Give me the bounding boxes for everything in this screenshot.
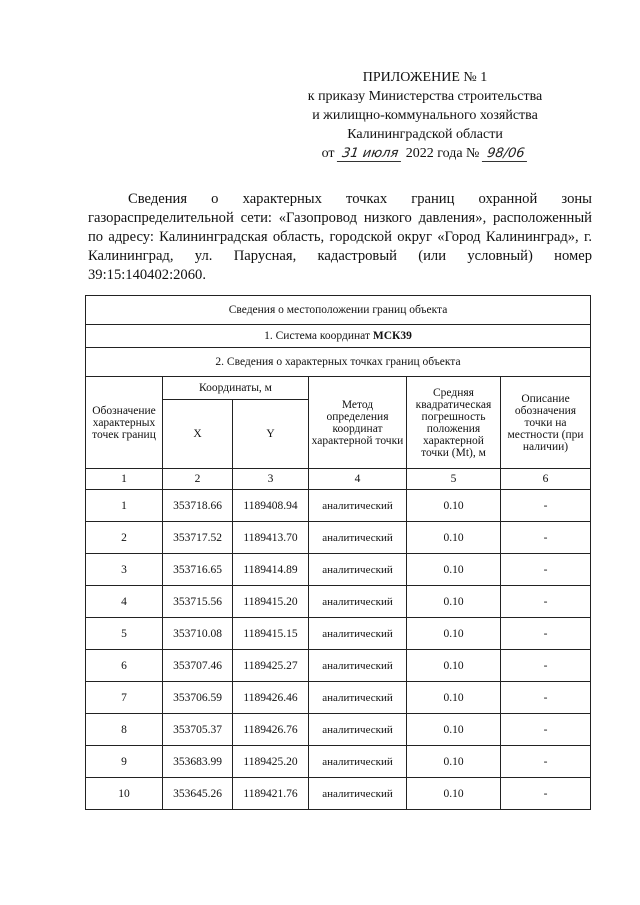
column-number-row	[86, 469, 591, 490]
boundary-points-table	[85, 295, 591, 810]
column-number: 2	[163, 469, 233, 490]
table-row	[86, 778, 591, 810]
method-cell: аналитический	[309, 618, 407, 650]
error-cell: 0.10	[407, 650, 501, 682]
x-coordinate-cell: 353717.52	[163, 522, 233, 554]
y-coordinate-cell: 1189426.46	[233, 682, 309, 714]
point-number-cell: 2	[86, 522, 163, 554]
description-cell: -	[501, 778, 591, 810]
table-row	[86, 714, 591, 746]
method-cell: аналитический	[309, 650, 407, 682]
order-date-line	[280, 144, 570, 163]
column-number: 4	[309, 469, 407, 490]
y-coordinate-cell: 1189426.76	[233, 714, 309, 746]
method-cell: аналитический	[309, 490, 407, 522]
x-coordinate-cell: 353715.56	[163, 586, 233, 618]
order-line-1: к приказу Министерства строительства	[307, 89, 543, 104]
method-cell: аналитический	[309, 778, 407, 810]
date-year: 2022 года №	[405, 146, 480, 161]
description-cell: -	[501, 586, 591, 618]
y-coordinate-cell: 1189421.76	[233, 778, 309, 810]
y-coordinate-cell: 1189413.70	[233, 522, 309, 554]
handwritten-number: 98/06	[482, 146, 530, 162]
table-subtitle: 2. Сведения о характерных точках границ объекта	[86, 348, 591, 377]
method-cell: аналитический	[309, 586, 407, 618]
table-title: Сведения о местоположении границ объекта	[86, 296, 591, 325]
header-y: Y	[233, 400, 309, 469]
table-row	[86, 554, 591, 586]
x-coordinate-cell: 353716.65	[163, 554, 233, 586]
x-coordinate-cell: 353718.66	[163, 490, 233, 522]
point-number-cell: 1	[86, 490, 163, 522]
description-cell: -	[501, 650, 591, 682]
column-number: 6	[501, 469, 591, 490]
y-coordinate-cell: 1189414.89	[233, 554, 309, 586]
description-cell: -	[501, 554, 591, 586]
table-row	[86, 522, 591, 554]
point-number-cell: 5	[86, 618, 163, 650]
error-cell: 0.10	[407, 746, 501, 778]
appendix-title: ПРИЛОЖЕНИЕ № 1	[362, 70, 488, 85]
table-body	[86, 490, 591, 810]
point-number-cell: 10	[86, 778, 163, 810]
intro-paragraph: Сведения о характерных точках границ охранной зоны газораспределительной сети: «Газопровод низкого давления», расположенный по адресу: Калининградская область, городской округ «Город Калининград», г. Калининград, ул. Парусная, кадастровый (или условный) номер 39:15:140402:2060.	[88, 191, 592, 283]
table-row	[86, 746, 591, 778]
description-cell: -	[501, 746, 591, 778]
column-number: 5	[407, 469, 501, 490]
description-cell: -	[501, 618, 591, 650]
table-row	[86, 586, 591, 618]
method-cell: аналитический	[309, 522, 407, 554]
error-cell: 0.10	[407, 586, 501, 618]
header-coordinates: Координаты, м	[163, 377, 309, 400]
point-number-cell: 7	[86, 682, 163, 714]
error-cell: 0.10	[407, 490, 501, 522]
date-prefix: от	[321, 146, 335, 161]
column-number: 1	[86, 469, 163, 490]
point-number-cell: 6	[86, 650, 163, 682]
header-error: Средняя квадратическая погрешность положения характерной точки (Mt), м	[407, 377, 501, 469]
header-designation: Обозначение характерных точек границ	[86, 377, 163, 469]
header-method: Метод определения координат характерной точки	[309, 377, 407, 469]
table-row	[86, 682, 591, 714]
description-cell: -	[501, 682, 591, 714]
error-cell: 0.10	[407, 714, 501, 746]
point-number-cell: 9	[86, 746, 163, 778]
x-coordinate-cell: 353706.59	[163, 682, 233, 714]
table-row	[86, 618, 591, 650]
table-row	[86, 490, 591, 522]
table-row	[86, 650, 591, 682]
order-line-3: Калининградской области	[347, 127, 503, 142]
header-description: Описание обозначения точки на местности (при наличии)	[501, 377, 591, 469]
error-cell: 0.10	[407, 554, 501, 586]
y-coordinate-cell: 1189415.20	[233, 586, 309, 618]
y-coordinate-cell: 1189425.20	[233, 746, 309, 778]
description-cell: -	[501, 490, 591, 522]
y-coordinate-cell: 1189425.27	[233, 650, 309, 682]
column-number: 3	[233, 469, 309, 490]
order-line-2: и жилищно-коммунального хозяйства	[312, 108, 538, 123]
x-coordinate-cell: 353705.37	[163, 714, 233, 746]
error-cell: 0.10	[407, 618, 501, 650]
appendix-header	[280, 68, 570, 163]
method-cell: аналитический	[309, 714, 407, 746]
header-x: X	[163, 400, 233, 469]
description-cell: -	[501, 522, 591, 554]
point-number-cell: 4	[86, 586, 163, 618]
method-cell: аналитический	[309, 554, 407, 586]
point-number-cell: 8	[86, 714, 163, 746]
point-number-cell: 3	[86, 554, 163, 586]
x-coordinate-cell: 353710.08	[163, 618, 233, 650]
coordinate-system-row	[86, 325, 591, 348]
error-cell: 0.10	[407, 778, 501, 810]
error-cell: 0.10	[407, 522, 501, 554]
method-cell: аналитический	[309, 682, 407, 714]
y-coordinate-cell: 1189415.15	[233, 618, 309, 650]
coordinate-system-label: 1. Система координат	[264, 330, 370, 342]
x-coordinate-cell: 353645.26	[163, 778, 233, 810]
method-cell: аналитический	[309, 746, 407, 778]
error-cell: 0.10	[407, 682, 501, 714]
description-cell: -	[501, 714, 591, 746]
y-coordinate-cell: 1189408.94	[233, 490, 309, 522]
coordinate-system-name: МСК39	[372, 330, 412, 342]
x-coordinate-cell: 353707.46	[163, 650, 233, 682]
handwritten-date: 31 июля	[337, 146, 403, 162]
x-coordinate-cell: 353683.99	[163, 746, 233, 778]
